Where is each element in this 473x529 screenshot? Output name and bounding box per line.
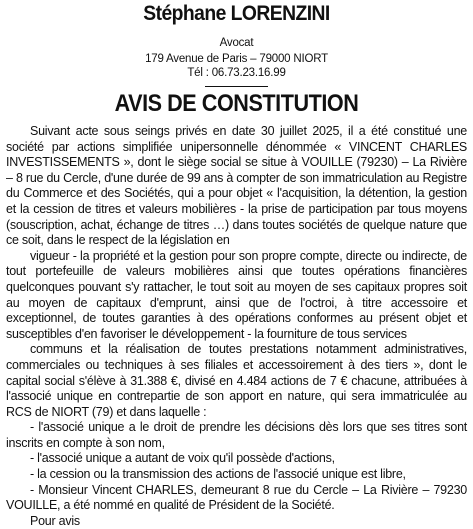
author-address: 179 Avenue de Paris – 79000 NIORT <box>145 53 328 65</box>
notice-title: AVIS DE CONSTITUTION <box>114 90 359 117</box>
clause-votes: - l'associé unique a autant de voix qu'il possède d'actions, <box>30 451 335 466</box>
author-name: Stéphane LORENZINI <box>143 2 330 25</box>
clause-decisions: - l'associé unique a le droit de prendre les décisions dès lors que ses titres sont inscrits en compte à son nom, <box>6 420 467 450</box>
author-phone: Tél : 06.73.23.16.99 <box>187 67 286 79</box>
paragraph-intro: Suivant acte sous seings privés en date 30 juillet 2025, il a été constitué une société par actions simplifiée unipersonnelle dénommée « VINCENT CHARLES INVESTISSEMENTS », dont le siège social se situe à VOUILLE (79230) – La Rivière – 8 rue du Cercle, d'une durée de 99 ans à compter de son immatriculation au Registre du Commerce et des Sociétés, qui a pour objet « l'acquisition, la détention, la gestion et la cession de titres et valeurs mobilières - la prise de participation par tous moyens (souscription, achat, échange de titres …) dans toutes sociétés de quelque nature que ce soit, dans le respect de la législation en <box>6 124 467 248</box>
notice-body <box>6 124 467 529</box>
divider <box>205 86 268 87</box>
clause-president: - Monsieur Vincent CHARLES, demeurant 8 rue du Cercle – La Rivière – 79230 VOUILLE, a été nommé en qualité de Président de la Société. <box>6 482 467 513</box>
paragraph-capital: communs et la réalisation de toutes prestations notamment administratives, commerciales ou techniques à ses filiales et accessoirement à des tiers », dont le capital social s'élève à 31.388 €, divisé en 4.484 actions de 7 € chacune, attribuées à l'associé unique en contrepartie de son apport en nature, qui sera immatriculée au RCS de NIORT (79) et dans laquelle : <box>6 342 467 419</box>
clause-transfer: - la cession ou la transmission des actions de l'associé unique est libre, <box>30 467 406 482</box>
author-role: Avocat <box>219 37 254 49</box>
paragraph-object-continued: vigueur - la propriété et la gestion pour son propre compte, directe ou indirecte, de tout portefeuille de valeurs mobilières ainsi que toutes opérations financières quelconques pouvant s'y rattacher, le tout soit au moyen de ses capitaux propres soit au moyen de capitaux d'emprunt, ainsi que de l'octroi, à titre accessoire et exceptionnel, de toutes garanties à des opérations conformes au présent objet et susceptibles d'en favoriser le développement - la fourniture de tous services <box>6 248 467 341</box>
closing-line: Pour avis <box>30 513 80 528</box>
